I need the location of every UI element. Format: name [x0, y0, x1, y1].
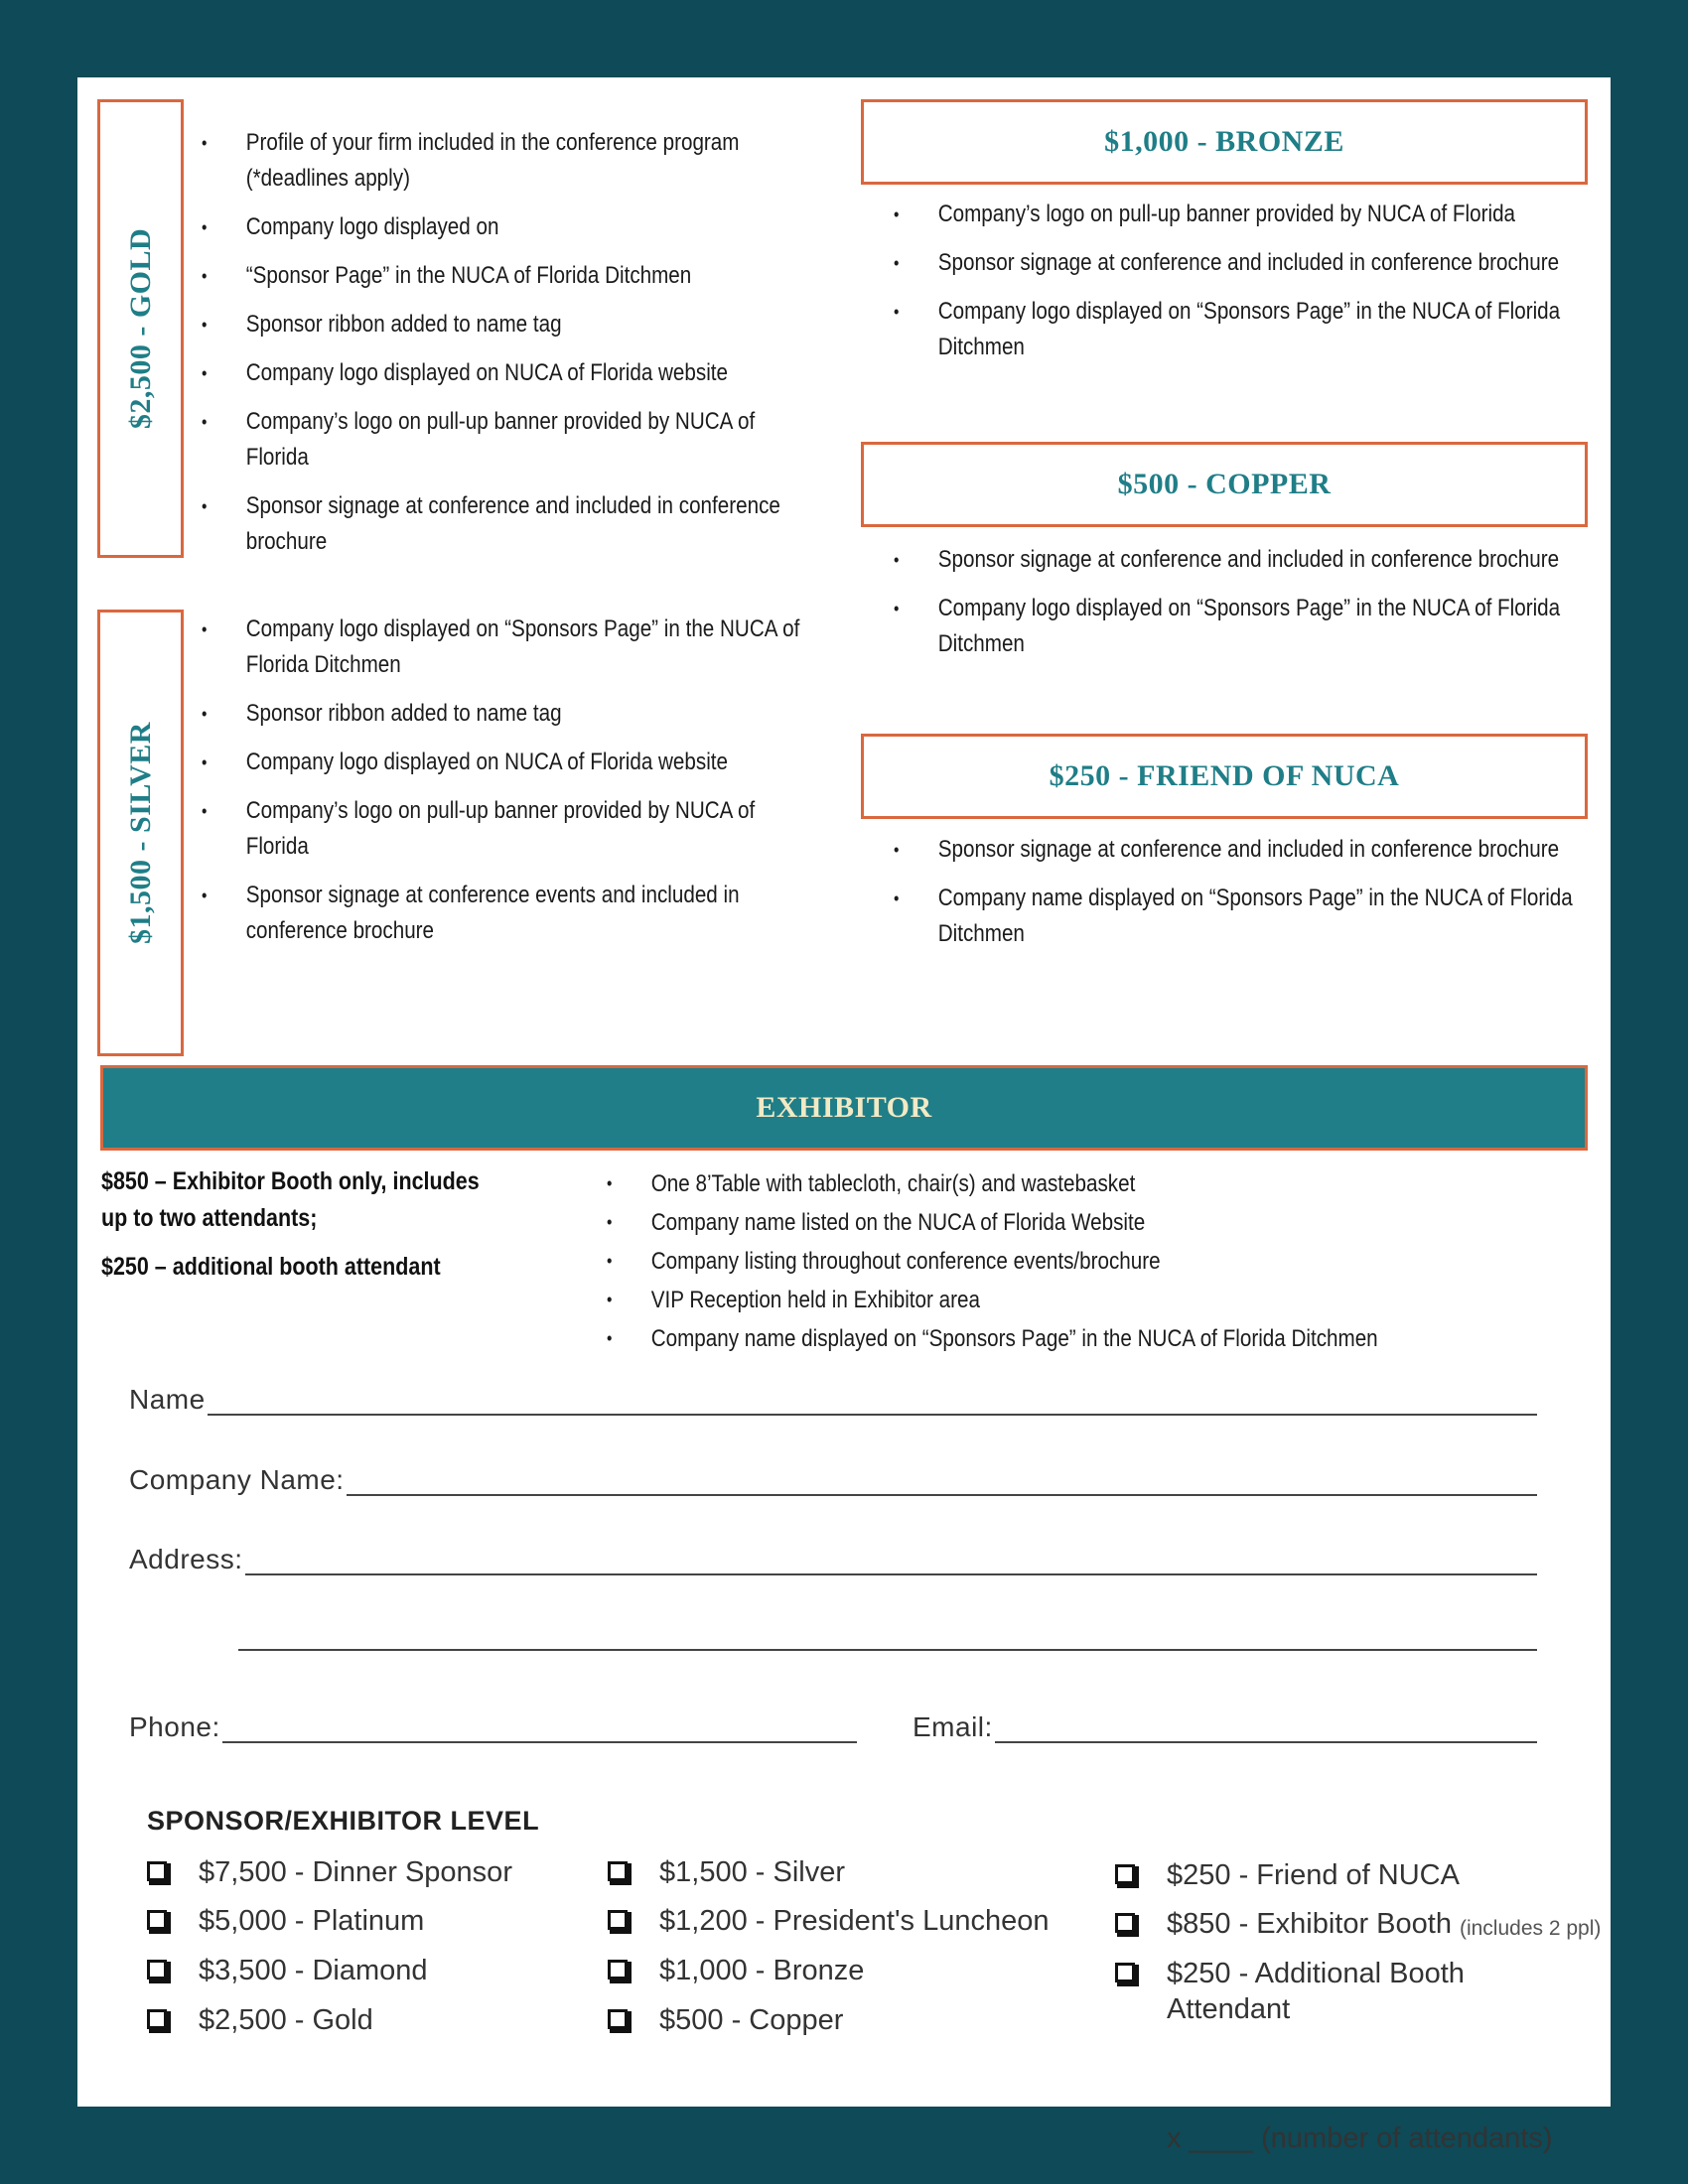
silver-benefit-item: • Company logo displayed on “Sponsors Page” in the NUCA of Florida Ditchmen: [202, 612, 800, 683]
level-option-label: $7,500 - Dinner Sponsor: [199, 1856, 512, 1888]
level-option-label: $850 - Exhibitor Booth: [1167, 1908, 1452, 1940]
exhibitor-price-attendant: $250 – additional booth attendant: [101, 1253, 441, 1281]
gold-benefit-item: • “Sponsor Page” in the NUCA of Florida Ditchmen: [202, 258, 800, 294]
checkbox-icon[interactable]: [1115, 1864, 1135, 1884]
silver-benefit-item: • Company logo displayed on NUCA of Florida website: [202, 745, 800, 780]
sponsorship-page: [77, 77, 1611, 2154]
copper-benefit-item: • Company logo displayed on “Sponsors Page” in the NUCA of Florida Ditchmen: [894, 591, 1592, 662]
address-field[interactable]: [245, 1548, 1538, 1575]
exhibitor-benefits-list: [607, 1164, 1461, 1358]
address-row-2: [236, 1623, 1537, 1651]
level-option[interactable]: [1115, 1906, 1601, 1947]
level-option[interactable]: [147, 2002, 373, 2038]
silver-benefit-item: • Sponsor ribbon added to name tag: [202, 696, 800, 732]
copper-tier-label: $500 - COPPER: [1117, 468, 1332, 500]
phone-label: Phone:: [129, 1711, 220, 1742]
gold-tier-label: $2,500 - GOLD: [123, 227, 157, 430]
silver-benefits-list: [202, 612, 800, 962]
bronze-benefit-item: • Sponsor signage at conference and included in conference brochure: [894, 245, 1592, 281]
gold-benefit-item: • Profile of your firm included in the conference program (*deadlines apply): [202, 125, 800, 197]
name-field[interactable]: [208, 1388, 1537, 1416]
phone-row: [129, 1711, 857, 1743]
name-label: Name: [129, 1384, 206, 1415]
silver-tier-label: $1,500 - SILVER: [123, 722, 157, 944]
exhibitor-price-booth: $850 – Exhibitor Booth only, includes up to two attendants;: [101, 1167, 480, 1232]
level-option[interactable]: [608, 1903, 1049, 1939]
friend-tier-label: $250 - FRIEND OF NUCA: [1049, 759, 1400, 792]
level-title: SPONSOR/EXHIBITOR LEVEL: [147, 1806, 540, 1836]
friend-tier-box: [861, 734, 1588, 819]
level-option-label: $5,000 - Platinum: [199, 1905, 425, 1937]
level-option-label: $1,500 - Silver: [659, 1856, 845, 1888]
exhibitor-benefit-item: • Company name listed on the NUCA of Florida Website: [607, 1203, 1503, 1242]
friend-benefit-item: • Company name displayed on “Sponsors Page” in the NUCA of Florida Ditchmen: [894, 881, 1592, 952]
exhibitor-benefit-item: • Company listing throughout conference events/brochure: [607, 1242, 1503, 1281]
checkbox-icon[interactable]: [608, 1910, 628, 1930]
level-option[interactable]: [147, 1903, 424, 1939]
level-option[interactable]: [147, 1854, 512, 1890]
address-field-2[interactable]: [238, 1623, 1537, 1651]
copper-tier-box: [861, 442, 1588, 527]
gold-benefits-list: [202, 125, 780, 573]
gold-benefit-item: • Company logo displayed on: [202, 209, 800, 245]
silver-benefit-item: • Company’s logo on pull-up banner provided by NUCA of Florida: [202, 793, 800, 865]
level-option[interactable]: [147, 1953, 428, 1988]
level-option-label: $500 - Copper: [659, 2004, 844, 2036]
name-row: [129, 1384, 1537, 1416]
exhibitor-benefit-item: • One 8’Table with tablecloth, chair(s) and wastebasket: [607, 1164, 1503, 1203]
email-label: Email:: [913, 1711, 993, 1742]
checkbox-icon[interactable]: [147, 1861, 167, 1881]
exhibitor-header: [100, 1065, 1588, 1151]
silver-tier-box: [97, 610, 184, 1056]
email-row: [913, 1711, 1537, 1743]
gold-benefit-item: • Sponsor signage at conference and included in conference brochure: [202, 488, 800, 560]
attendants-count-line: [1167, 2120, 1553, 2156]
gold-benefit-item: • Company logo displayed on NUCA of Florida website: [202, 355, 800, 391]
level-option-label: $2,500 - Gold: [199, 2004, 373, 2036]
gold-benefit-item: • Sponsor ribbon added to name tag: [202, 307, 800, 342]
checkbox-icon[interactable]: [608, 2009, 628, 2029]
level-option-label: $250 - Friend of NUCA: [1167, 1859, 1460, 1891]
address-row: [129, 1544, 1537, 1575]
level-option-label: $250 - Additional Booth Attendant: [1167, 1958, 1465, 2025]
bronze-benefits-list: [894, 197, 1561, 378]
copper-benefits-list: [894, 542, 1561, 675]
level-option[interactable]: [1115, 1857, 1460, 1893]
exhibitor-benefit-item: • Company name displayed on “Sponsors Page” in the NUCA of Florida Ditchmen: [607, 1319, 1503, 1358]
level-option[interactable]: [608, 1854, 845, 1890]
exhibitor-booth-note: (includes 2 ppl): [1459, 1917, 1602, 1940]
bronze-benefit-item: • Company logo displayed on “Sponsors Page” in the NUCA of Florida Ditchmen: [894, 294, 1592, 365]
checkbox-icon[interactable]: [147, 1910, 167, 1930]
friend-benefit-item: • Sponsor signage at conference and included in conference brochure: [894, 832, 1592, 868]
bronze-tier-box: [861, 99, 1588, 185]
silver-benefit-item: • Sponsor signage at conference events and included in conference brochure: [202, 878, 800, 949]
bronze-benefit-item: • Company’s logo on pull-up banner provided by NUCA of Florida: [894, 197, 1592, 232]
attendants-count-text: x ____ (number of attendants): [1167, 2122, 1553, 2154]
exhibitor-benefit-item: • VIP Reception held in Exhibitor area: [607, 1281, 1503, 1319]
address-label: Address:: [129, 1544, 243, 1574]
gold-benefit-item: • Company’s logo on pull-up banner provided by NUCA of Florida: [202, 404, 800, 476]
exhibitor-title: EXHIBITOR: [756, 1091, 932, 1124]
level-option[interactable]: [1115, 1956, 1465, 2027]
level-option[interactable]: [608, 1953, 864, 1988]
friend-benefits-list: [894, 832, 1573, 965]
gold-tier-box: [97, 99, 184, 558]
company-label: Company Name:: [129, 1464, 345, 1495]
checkbox-icon[interactable]: [608, 1960, 628, 1979]
company-row: [129, 1464, 1537, 1496]
level-option-label: $1,200 - President's Luncheon: [659, 1905, 1050, 1937]
email-field[interactable]: [995, 1715, 1537, 1743]
checkbox-icon[interactable]: [608, 1861, 628, 1881]
checkbox-icon[interactable]: [147, 1960, 167, 1979]
copper-benefit-item: • Sponsor signage at conference and included in conference brochure: [894, 542, 1592, 578]
level-option-label: $1,000 - Bronze: [659, 1955, 865, 1986]
company-field[interactable]: [347, 1468, 1537, 1496]
bronze-tier-label: $1,000 - BRONZE: [1104, 125, 1344, 158]
level-option-label: $3,500 - Diamond: [199, 1955, 428, 1986]
checkbox-icon[interactable]: [1115, 1913, 1135, 1933]
phone-field[interactable]: [222, 1715, 857, 1743]
checkbox-icon[interactable]: [147, 2009, 167, 2029]
checkbox-icon[interactable]: [1115, 1963, 1135, 1982]
level-option[interactable]: [608, 2002, 843, 2038]
